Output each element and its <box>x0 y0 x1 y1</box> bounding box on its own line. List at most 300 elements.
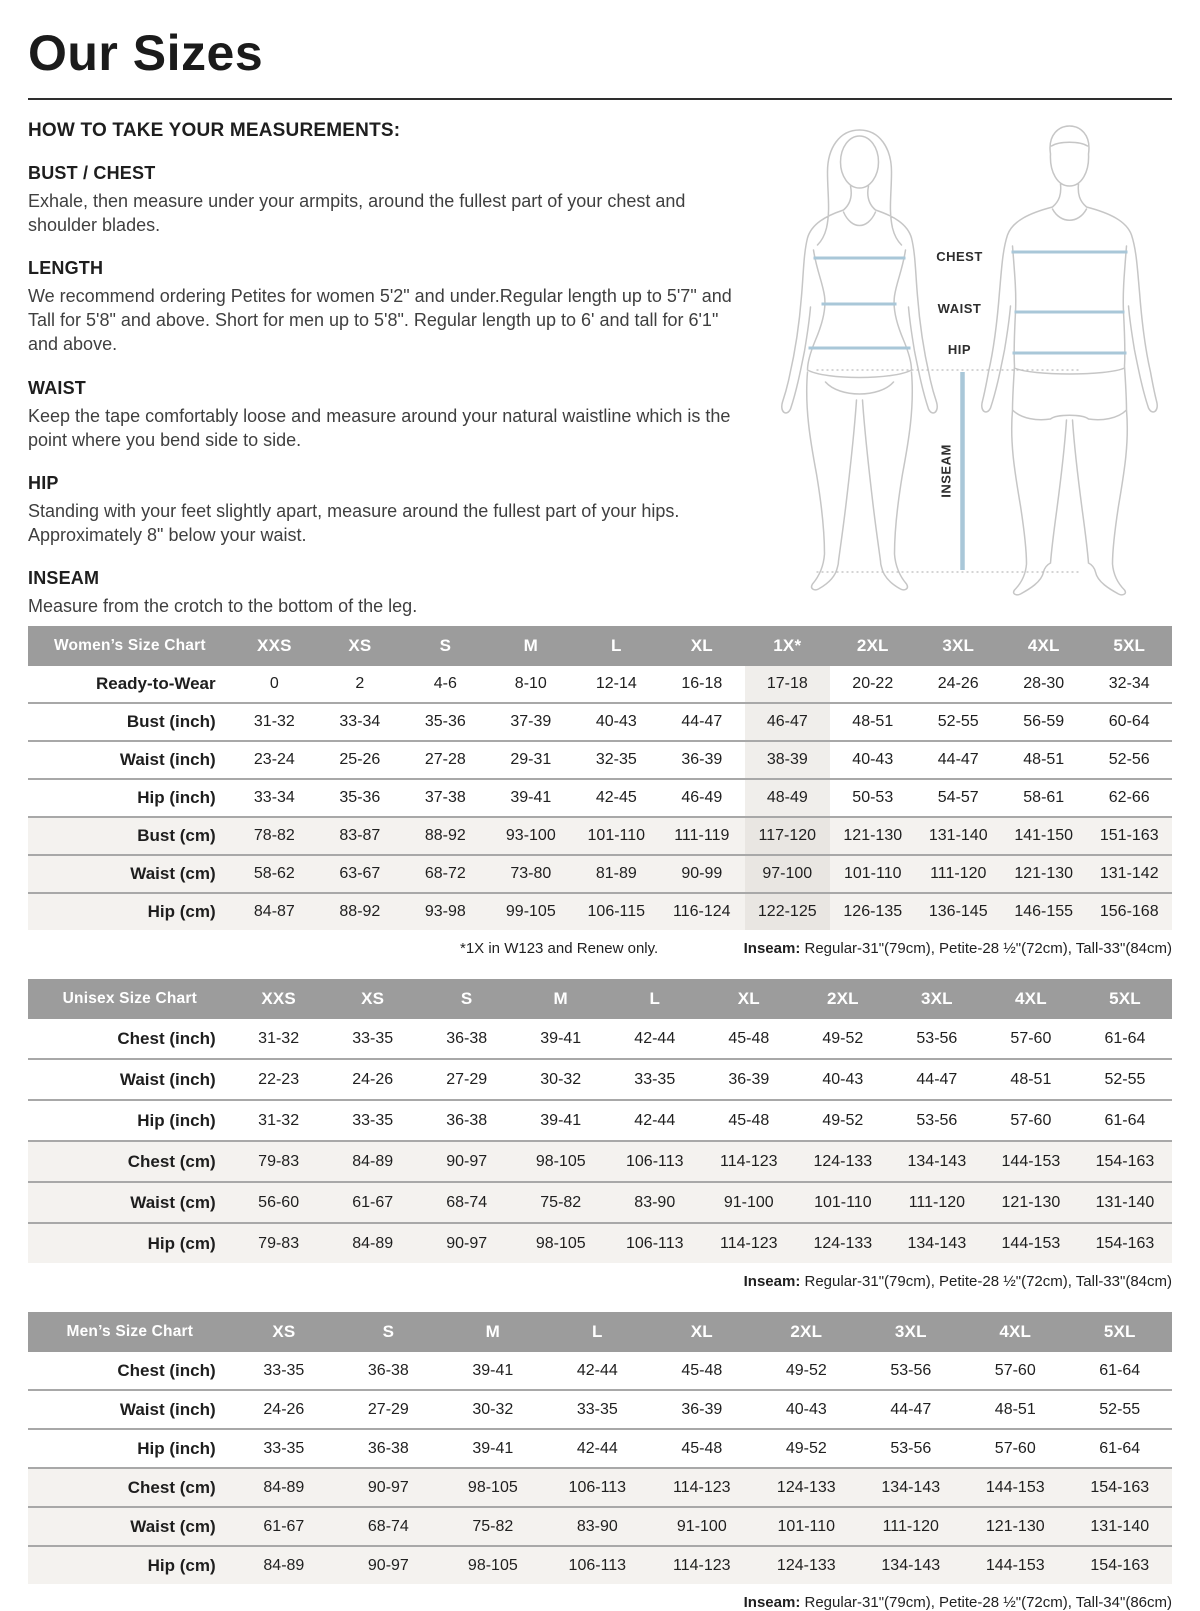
size-value-cell: 106-113 <box>545 1467 649 1506</box>
size-value-cell: 154-163 <box>1068 1545 1173 1584</box>
table-row <box>28 816 1172 854</box>
size-value-cell: 25-26 <box>317 740 402 778</box>
unisex-footnotes <box>28 1273 1172 1290</box>
size-column-header: L <box>545 1312 649 1352</box>
size-value-cell: 88-92 <box>317 892 402 930</box>
size-value-cell: 131-140 <box>1078 1181 1172 1222</box>
size-value-cell: 97-100 <box>745 854 830 892</box>
section-waist <box>28 378 767 452</box>
size-column-header: XS <box>232 1312 336 1352</box>
size-value-cell: 39-41 <box>514 1099 608 1140</box>
size-value-cell: 2 <box>355 675 365 693</box>
row-label: Waist (inch) <box>28 1058 232 1099</box>
size-value-cell: 124-133 <box>754 1545 858 1584</box>
size-value-cell: 56-59 <box>1001 702 1086 740</box>
size-value-cell: 42-44 <box>608 1099 702 1140</box>
size-value-cell: 50-53 <box>830 778 915 816</box>
size-value-cell: 54-57 <box>916 778 1001 816</box>
size-value-cell: 36-38 <box>420 1099 514 1140</box>
size-column-header: 5XL <box>1086 626 1172 666</box>
size-value-cell: 27-29 <box>336 1389 440 1428</box>
size-column-header: XL <box>650 1312 754 1352</box>
size-column-header: S <box>403 626 488 666</box>
unisex-size-chart-block <box>28 979 1172 1290</box>
womens-footnotes <box>28 940 1172 957</box>
section-length <box>28 258 767 356</box>
size-value-cell: 60-64 <box>1086 702 1172 740</box>
size-column-header: 2XL <box>830 626 915 666</box>
size-value-cell: 84-89 <box>326 1222 420 1263</box>
size-value-cell: 30-32 <box>441 1389 545 1428</box>
size-value-cell: 32-34 <box>1108 675 1150 693</box>
size-column-header: XL <box>659 626 744 666</box>
chest-label: CHEST <box>936 249 983 264</box>
size-value-cell: 79-83 <box>232 1222 326 1263</box>
size-value-cell: 44-47 <box>859 1389 963 1428</box>
row-label: Waist (inch) <box>28 1389 232 1428</box>
table-row <box>28 740 1172 778</box>
table-row <box>28 1352 1172 1389</box>
size-value-cell: 53-56 <box>916 1029 958 1047</box>
section-heading: LENGTH <box>28 258 104 279</box>
size-value-cell: 90-99 <box>659 854 744 892</box>
size-value-cell: 39-41 <box>540 1029 582 1047</box>
size-value-cell: 46-49 <box>659 778 744 816</box>
size-value-cell: 134-143 <box>890 1140 984 1181</box>
womens-size-chart-table <box>28 626 1172 930</box>
size-value-cell: 36-39 <box>659 740 744 778</box>
size-value-cell: 58-62 <box>232 854 317 892</box>
size-column-header: XXS <box>232 626 317 666</box>
size-value-cell: 101-110 <box>830 854 915 892</box>
table-row <box>28 1181 1172 1222</box>
inseam-footnote-label: Inseam: <box>743 1594 801 1611</box>
size-value-cell: 8-10 <box>514 675 547 693</box>
size-value-cell: 42-44 <box>576 1361 618 1379</box>
size-value-cell: 31-32 <box>258 1029 300 1047</box>
size-value-cell: 49-52 <box>785 1361 827 1379</box>
size-value-cell: 117-120 <box>745 816 830 854</box>
size-value-cell: 12-14 <box>595 675 637 693</box>
size-value-cell: 46-47 <box>745 702 830 740</box>
size-value-cell: 23-24 <box>232 740 317 778</box>
size-value-cell: 40-43 <box>754 1389 858 1428</box>
inseam-footnote <box>744 1594 1172 1611</box>
mens-footnotes <box>28 1594 1172 1611</box>
size-value-cell: 29-31 <box>488 740 573 778</box>
size-value-cell: 24-26 <box>937 675 979 693</box>
size-value-cell: 28-30 <box>1023 675 1065 693</box>
inseam-footnote-text: Regular-31"(79cm), Petite-28 ½"(72cm), Tall-34"(86cm) <box>800 1594 1172 1611</box>
size-value-cell: 61-67 <box>232 1506 336 1545</box>
row-label: Ready-to-Wear <box>95 674 216 694</box>
size-value-cell: 134-143 <box>859 1467 963 1506</box>
size-value-cell: 90-97 <box>336 1467 440 1506</box>
figures-diagram-svg <box>767 120 1172 598</box>
size-value-cell: 68-74 <box>420 1181 514 1222</box>
size-value-cell: 114-123 <box>650 1545 754 1584</box>
size-value-cell: 99-105 <box>488 892 573 930</box>
size-value-cell: 52-55 <box>1068 1389 1173 1428</box>
size-value-cell: 68-74 <box>336 1506 440 1545</box>
table-row <box>28 778 1172 816</box>
size-value-cell: 116-124 <box>659 892 744 930</box>
page-title: Our Sizes <box>28 25 264 81</box>
mens-size-chart-block <box>28 1312 1172 1611</box>
size-value-cell: 124-133 <box>754 1467 858 1506</box>
size-value-cell: 98-105 <box>441 1545 545 1584</box>
size-value-cell: 88-92 <box>403 816 488 854</box>
size-value-cell: 37-39 <box>488 702 573 740</box>
size-value-cell: 33-35 <box>608 1058 702 1099</box>
size-value-cell: 91-100 <box>702 1181 796 1222</box>
row-label: Bust (cm) <box>28 816 232 854</box>
size-column-header: 2XL <box>754 1312 858 1352</box>
men-size-table <box>28 1312 1172 1584</box>
size-value-cell: 151-163 <box>1086 816 1172 854</box>
table-row <box>28 1140 1172 1181</box>
size-value-cell: 36-38 <box>367 1361 409 1379</box>
size-value-cell: 91-100 <box>650 1506 754 1545</box>
size-value-cell: 111-120 <box>859 1506 963 1545</box>
table-title-cell: Men’s Size Chart <box>28 1312 232 1352</box>
size-value-cell: 75-82 <box>514 1181 608 1222</box>
size-value-cell: 36-39 <box>702 1058 796 1099</box>
female-figure-outline <box>782 130 937 590</box>
row-label: Hip (inch) <box>28 778 232 816</box>
size-value-cell: 24-26 <box>232 1389 336 1428</box>
size-value-cell: 61-64 <box>1099 1361 1141 1379</box>
table-row <box>28 1222 1172 1263</box>
table-title-cell: Women’s Size Chart <box>28 626 232 666</box>
size-value-cell: 31-32 <box>232 1099 326 1140</box>
size-value-cell: 146-155 <box>1001 892 1086 930</box>
size-column-header: S <box>336 1312 440 1352</box>
size-value-cell: 52-56 <box>1086 740 1172 778</box>
title-divider <box>28 98 1172 100</box>
size-value-cell: 16-18 <box>681 675 723 693</box>
size-value-cell: 48-51 <box>830 702 915 740</box>
row-label: Hip (cm) <box>28 892 232 930</box>
measurement-instructions <box>28 120 767 618</box>
table-row <box>28 1099 1172 1140</box>
size-value-cell: 144-153 <box>984 1222 1078 1263</box>
size-column-header: 4XL <box>1001 626 1086 666</box>
size-column-header: 5XL <box>1078 979 1172 1019</box>
size-value-cell: 61-67 <box>326 1181 420 1222</box>
size-value-cell: 61-64 <box>1104 1029 1146 1047</box>
size-value-cell: 98-105 <box>514 1140 608 1181</box>
size-value-cell: 22-23 <box>232 1058 326 1099</box>
size-value-cell: 57-60 <box>963 1428 1067 1467</box>
size-value-cell: 93-100 <box>488 816 573 854</box>
table-row <box>28 892 1172 930</box>
section-body: Standing with your feet slightly apart, measure around the fullest part of your hips. Approximately 8" below your waist. <box>28 500 680 545</box>
row-label: Hip (inch) <box>28 1428 232 1467</box>
size-column-header: XS <box>317 626 402 666</box>
size-value-cell: 83-90 <box>545 1506 649 1545</box>
size-value-cell: 27-29 <box>420 1058 514 1099</box>
size-value-cell: 106-115 <box>574 892 659 930</box>
size-value-cell: 84-87 <box>232 892 317 930</box>
size-value-cell: 68-72 <box>403 854 488 892</box>
size-value-cell: 131-142 <box>1086 854 1172 892</box>
inseam-footnote-label: Inseam: <box>743 940 801 958</box>
row-label: Chest (inch) <box>117 1360 216 1380</box>
size-value-cell: 141-150 <box>1001 816 1086 854</box>
size-value-cell: 42-45 <box>574 778 659 816</box>
size-value-cell: 49-52 <box>796 1099 890 1140</box>
inseam-footnote-label: Inseam: <box>743 1273 801 1291</box>
table-title-cell: Unisex Size Chart <box>28 979 232 1019</box>
size-column-header: 4XL <box>984 979 1078 1019</box>
unisex-size-chart-table <box>28 979 1172 1263</box>
table-row <box>28 1545 1172 1584</box>
size-value-cell: 45-48 <box>650 1428 754 1467</box>
size-value-cell: 90-97 <box>420 1222 514 1263</box>
size-value-cell: 33-34 <box>317 702 402 740</box>
size-value-cell: 39-41 <box>472 1361 514 1379</box>
size-value-cell: 36-38 <box>446 1029 488 1047</box>
size-value-cell: 81-89 <box>574 854 659 892</box>
size-value-cell: 48-49 <box>745 778 830 816</box>
size-value-cell: 101-110 <box>796 1181 890 1222</box>
size-value-cell: 53-56 <box>859 1428 963 1467</box>
size-value-cell: 4-6 <box>433 675 457 693</box>
section-body: We recommend ordering Petites for women 5'2" and under.Regular length up to 5'7" and Tall for 5'8" and above. Short for men up to 5'8". Regular length up to 6' and tall for 6'1" and above. <box>28 286 732 355</box>
size-column-header: XXS <box>232 979 326 1019</box>
section-heading: BUST / CHEST <box>28 163 156 183</box>
size-value-cell: 49-52 <box>822 1029 864 1047</box>
size-value-cell: 134-143 <box>890 1222 984 1263</box>
women-size-table <box>28 626 1172 930</box>
size-value-cell: 83-90 <box>608 1181 702 1222</box>
top-section <box>28 120 1172 618</box>
size-value-cell: 45-48 <box>681 1361 723 1379</box>
size-value-cell: 106-113 <box>608 1140 702 1181</box>
size-value-cell: 114-123 <box>650 1467 754 1506</box>
size-value-cell: 39-41 <box>488 778 573 816</box>
size-value-cell: 121-130 <box>963 1506 1067 1545</box>
inseam-footnote-text: Regular-31"(79cm), Petite-28 ½"(72cm), Tall-33"(84cm) <box>800 940 1172 958</box>
size-value-cell: 98-105 <box>514 1222 608 1263</box>
size-value-cell: 49-52 <box>754 1428 858 1467</box>
size-value-cell: 124-133 <box>796 1222 890 1263</box>
row-label: Chest (inch) <box>117 1028 216 1048</box>
size-value-cell: 62-66 <box>1086 778 1172 816</box>
section-bust-chest <box>28 163 767 237</box>
size-column-header: M <box>514 979 608 1019</box>
section-body: Measure from the crotch to the bottom of the leg. <box>28 595 418 616</box>
size-value-cell: 48-51 <box>963 1389 1067 1428</box>
table-row <box>28 1389 1172 1428</box>
hip-label: HIP <box>947 342 972 357</box>
size-value-cell: 126-135 <box>830 892 915 930</box>
size-value-cell: 79-83 <box>232 1140 326 1181</box>
size-column-header: XS <box>326 979 420 1019</box>
size-value-cell: 36-39 <box>650 1389 754 1428</box>
unisex-size-table <box>28 979 1172 1263</box>
size-value-cell: 73-80 <box>488 854 573 892</box>
section-heading: HIP <box>28 472 59 493</box>
size-value-cell: 57-60 <box>1010 1029 1052 1047</box>
womens-size-chart-block <box>28 626 1172 957</box>
table-row <box>28 1428 1172 1467</box>
size-value-cell: 45-48 <box>702 1099 796 1140</box>
size-value-cell: 131-140 <box>1068 1506 1173 1545</box>
size-value-cell: 90-97 <box>336 1545 440 1584</box>
row-label: Bust (inch) <box>28 702 232 740</box>
size-value-cell: 98-105 <box>441 1467 545 1506</box>
size-value-cell: 122-125 <box>745 892 830 930</box>
row-label: Hip (inch) <box>28 1099 232 1140</box>
size-value-cell: 30-32 <box>514 1058 608 1099</box>
size-column-header: 5XL <box>1068 1312 1173 1352</box>
size-column-header: 1X* <box>745 626 830 666</box>
section-body: Keep the tape comfortably loose and measure around your natural waistline which is the point where you bend side to side. <box>28 405 731 450</box>
size-value-cell: 136-145 <box>916 892 1001 930</box>
inseam-footnote <box>744 940 1172 957</box>
size-value-cell: 40-43 <box>796 1058 890 1099</box>
male-figure-outline <box>982 126 1157 595</box>
size-value-cell: 53-56 <box>890 1099 984 1140</box>
size-value-cell: 39-41 <box>441 1428 545 1467</box>
size-value-cell: 33-35 <box>326 1099 420 1140</box>
size-value-cell: 101-110 <box>754 1506 858 1545</box>
row-label: Hip (cm) <box>28 1545 232 1584</box>
size-value-cell: 124-133 <box>796 1140 890 1181</box>
how-to-heading: HOW TO TAKE YOUR MEASUREMENTS: <box>28 120 401 141</box>
size-value-cell: 114-123 <box>702 1140 796 1181</box>
row-label: Hip (cm) <box>28 1222 232 1263</box>
size-column-header: 4XL <box>963 1312 1067 1352</box>
size-column-header: XL <box>702 979 796 1019</box>
section-heading: INSEAM <box>28 567 100 588</box>
size-value-cell: 58-61 <box>1001 778 1086 816</box>
size-column-header: M <box>488 626 573 666</box>
size-value-cell: 36-38 <box>336 1428 440 1467</box>
size-value-cell: 61-64 <box>1068 1428 1173 1467</box>
size-value-cell: 114-123 <box>702 1222 796 1263</box>
size-value-cell: 45-48 <box>728 1029 770 1047</box>
size-value-cell: 84-89 <box>232 1467 336 1506</box>
body-measurement-diagram <box>767 120 1172 603</box>
size-value-cell: 75-82 <box>441 1506 545 1545</box>
size-value-cell: 57-60 <box>984 1099 1078 1140</box>
waist-label: WAIST <box>937 301 982 316</box>
inseam-footnote <box>744 1273 1172 1290</box>
table-row <box>28 666 1172 702</box>
size-value-cell: 106-113 <box>608 1222 702 1263</box>
section-body: Exhale, then measure under your armpits, around the fullest part of your chest and shoulder blades. <box>28 191 686 236</box>
size-column-header: M <box>441 1312 545 1352</box>
size-value-cell: 52-55 <box>1078 1058 1172 1099</box>
size-value-cell: 40-43 <box>574 702 659 740</box>
size-value-cell: 33-35 <box>352 1029 394 1047</box>
size-value-cell: 52-55 <box>916 702 1001 740</box>
size-value-cell: 78-82 <box>232 816 317 854</box>
table-row <box>28 854 1172 892</box>
size-value-cell: 17-18 <box>745 666 830 702</box>
row-label: Waist (cm) <box>28 1506 232 1545</box>
size-value-cell: 57-60 <box>994 1361 1036 1379</box>
size-value-cell: 35-36 <box>403 702 488 740</box>
size-value-cell: 131-140 <box>916 816 1001 854</box>
size-value-cell: 38-39 <box>745 740 830 778</box>
size-value-cell: 144-153 <box>984 1140 1078 1181</box>
size-value-cell: 83-87 <box>317 816 402 854</box>
row-label: Waist (cm) <box>28 854 232 892</box>
size-value-cell: 37-38 <box>403 778 488 816</box>
size-value-cell: 106-113 <box>545 1545 649 1584</box>
size-value-cell: 134-143 <box>859 1545 963 1584</box>
section-inseam <box>28 568 767 618</box>
mens-size-chart-table <box>28 1312 1172 1584</box>
size-value-cell: 32-35 <box>574 740 659 778</box>
size-value-cell: 56-60 <box>232 1181 326 1222</box>
size-value-cell: 33-35 <box>232 1428 336 1467</box>
size-value-cell: 111-120 <box>916 854 1001 892</box>
size-value-cell: 48-51 <box>984 1058 1078 1099</box>
section-heading: WAIST <box>28 377 86 398</box>
size-value-cell: 144-153 <box>963 1467 1067 1506</box>
size-value-cell: 27-28 <box>403 740 488 778</box>
size-column-header: 2XL <box>796 979 890 1019</box>
size-value-cell: 33-35 <box>263 1361 305 1379</box>
size-value-cell: 48-51 <box>1001 740 1086 778</box>
inseam-footnote-text: Regular-31"(79cm), Petite-28 ½"(72cm), Tall-33"(84cm) <box>800 1273 1172 1291</box>
size-value-cell: 61-64 <box>1078 1099 1172 1140</box>
table-row <box>28 1058 1172 1099</box>
size-value-cell: 154-163 <box>1078 1222 1172 1263</box>
size-value-cell: 40-43 <box>830 740 915 778</box>
size-value-cell: 121-130 <box>984 1181 1078 1222</box>
size-value-cell: 111-120 <box>890 1181 984 1222</box>
size-value-cell: 53-56 <box>890 1361 932 1379</box>
size-value-cell: 111-119 <box>659 816 744 854</box>
size-column-header: 3XL <box>890 979 984 1019</box>
size-value-cell: 93-98 <box>403 892 488 930</box>
row-label: Chest (cm) <box>28 1467 232 1506</box>
table-row <box>28 1506 1172 1545</box>
size-column-header: 3XL <box>916 626 1001 666</box>
size-value-cell: 33-34 <box>232 778 317 816</box>
size-value-cell: 20-22 <box>852 675 894 693</box>
size-value-cell: 44-47 <box>916 740 1001 778</box>
size-value-cell: 0 <box>269 675 279 693</box>
size-column-header: 3XL <box>859 1312 963 1352</box>
size-value-cell: 42-44 <box>634 1029 676 1047</box>
size-value-cell: 144-153 <box>963 1545 1067 1584</box>
table-row <box>28 1467 1172 1506</box>
size-value-cell: 154-163 <box>1068 1467 1173 1506</box>
row-label: Waist (cm) <box>28 1181 232 1222</box>
size-value-cell: 44-47 <box>890 1058 984 1099</box>
size-column-header: S <box>420 979 514 1019</box>
row-label: Chest (cm) <box>28 1140 232 1181</box>
size-value-cell: 24-26 <box>326 1058 420 1099</box>
size-value-cell: 154-163 <box>1078 1140 1172 1181</box>
size-value-cell: 35-36 <box>317 778 402 816</box>
size-value-cell: 31-32 <box>232 702 317 740</box>
size-value-cell: 63-67 <box>317 854 402 892</box>
inseam-label: INSEAM <box>938 444 954 498</box>
size-value-cell: 90-97 <box>420 1140 514 1181</box>
size-value-cell: 33-35 <box>545 1389 649 1428</box>
size-value-cell: 44-47 <box>659 702 744 740</box>
size-value-cell: 84-89 <box>232 1545 336 1584</box>
table-row <box>28 1019 1172 1058</box>
